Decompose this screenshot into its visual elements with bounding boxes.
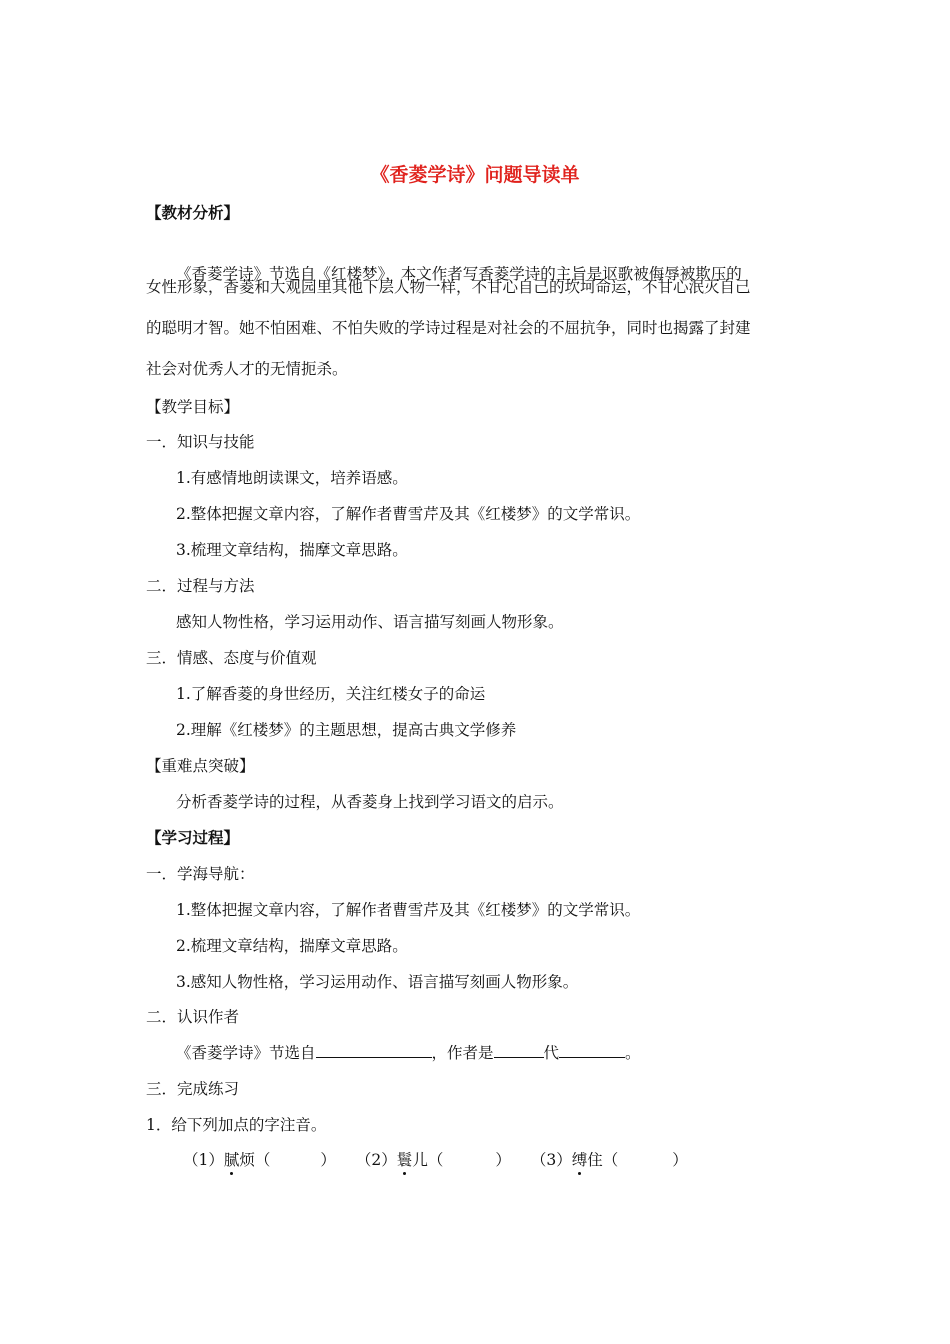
goal-emotion-values: 三．情感、态度与价值观 xyxy=(146,649,317,667)
pinyin-blank[interactable] xyxy=(443,1151,495,1165)
learning-navigation: 一．学海导航： xyxy=(146,865,255,883)
blank-source[interactable] xyxy=(316,1043,432,1058)
pinyin-blank[interactable] xyxy=(270,1151,320,1165)
blank-dynasty[interactable] xyxy=(494,1043,544,1058)
dotted-char: 腻 xyxy=(223,1151,240,1169)
analysis-line-2: 女性形象，香菱和大观园里其他下层人物一样，不甘心自己的坎坷命运，不甘心泯灭自己 xyxy=(146,278,751,296)
exercise-heading: 三．完成练习 xyxy=(146,1080,240,1098)
dotted-char: 鬟 xyxy=(396,1151,413,1169)
navigation-item: 2.梳理文章结构，揣摩文章思路。 xyxy=(176,937,408,955)
goal-item: 3.梳理文章结构，揣摩文章思路。 xyxy=(176,541,408,559)
goal-item: 1.了解香菱的身世经历，关注红楼女子的命运 xyxy=(176,685,486,703)
section-heading-learning-process: 【学习过程】 xyxy=(146,829,240,847)
document-title: 《香菱学诗》问题导读单 xyxy=(370,164,580,186)
goal-item: 感知人物性格，学习运用动作、语言描写刻画人物形象。 xyxy=(176,613,564,631)
fill-text-3: 代 xyxy=(543,1044,560,1062)
know-author-heading: 二．认识作者 xyxy=(146,1008,240,1026)
goal-item: 1.有感情地朗读课文，培养语感。 xyxy=(176,469,408,487)
fill-text-2: ，作者是 xyxy=(431,1044,494,1062)
question-1: 1．给下列加点的字注音。 xyxy=(146,1116,327,1134)
fill-text-1: 《香菱学诗》节选自 xyxy=(176,1044,316,1062)
pinyin-items-row xyxy=(183,1150,688,1170)
analysis-line-3: 的聪明才智。她不怕困难、不怕失败的学诗过程是对社会的不屈抗争，同时也揭露了封建 xyxy=(146,319,751,337)
pinyin-item: （2）鬟儿（ ） xyxy=(355,1151,511,1169)
section-heading-textbook-analysis: 【教材分析】 xyxy=(146,204,240,222)
pinyin-blank[interactable] xyxy=(618,1151,672,1165)
blank-author[interactable] xyxy=(559,1043,625,1058)
section-heading-key-points: 【重难点突破】 xyxy=(146,757,255,775)
navigation-item: 3.感知人物性格，学习运用动作、语言描写刻画人物形象。 xyxy=(176,973,579,991)
author-fill-line xyxy=(176,1043,641,1063)
fill-text-4: 。 xyxy=(625,1044,641,1062)
pinyin-item: （3）缚住（ ） xyxy=(530,1151,688,1169)
goal-process-method: 二．过程与方法 xyxy=(146,577,255,595)
goal-item: 2.整体把握文章内容，了解作者曹雪芹及其《红楼梦》的文学常识。 xyxy=(176,505,641,523)
analysis-line-4: 社会对优秀人才的无情扼杀。 xyxy=(146,360,348,378)
analysis-line-1: 《香菱学诗》节选自《红楼梦》，本文作者写香菱学诗的主旨是讴歌被侮辱被欺压的 xyxy=(176,265,742,283)
goal-item: 2.理解《红楼梦》的主题思想，提高古典文学修养 xyxy=(176,721,517,739)
pinyin-item: （1）腻烦（ ） xyxy=(183,1151,336,1169)
navigation-item: 1.整体把握文章内容，了解作者曹雪芹及其《红楼梦》的文学常识。 xyxy=(176,901,641,919)
dotted-char: 缚 xyxy=(571,1151,588,1169)
goal-knowledge-skills: 一．知识与技能 xyxy=(146,433,255,451)
key-points-text: 分析香菱学诗的过程，从香菱身上找到学习语文的启示。 xyxy=(176,793,564,811)
section-heading-teaching-goals: 【教学目标】 xyxy=(146,398,240,416)
